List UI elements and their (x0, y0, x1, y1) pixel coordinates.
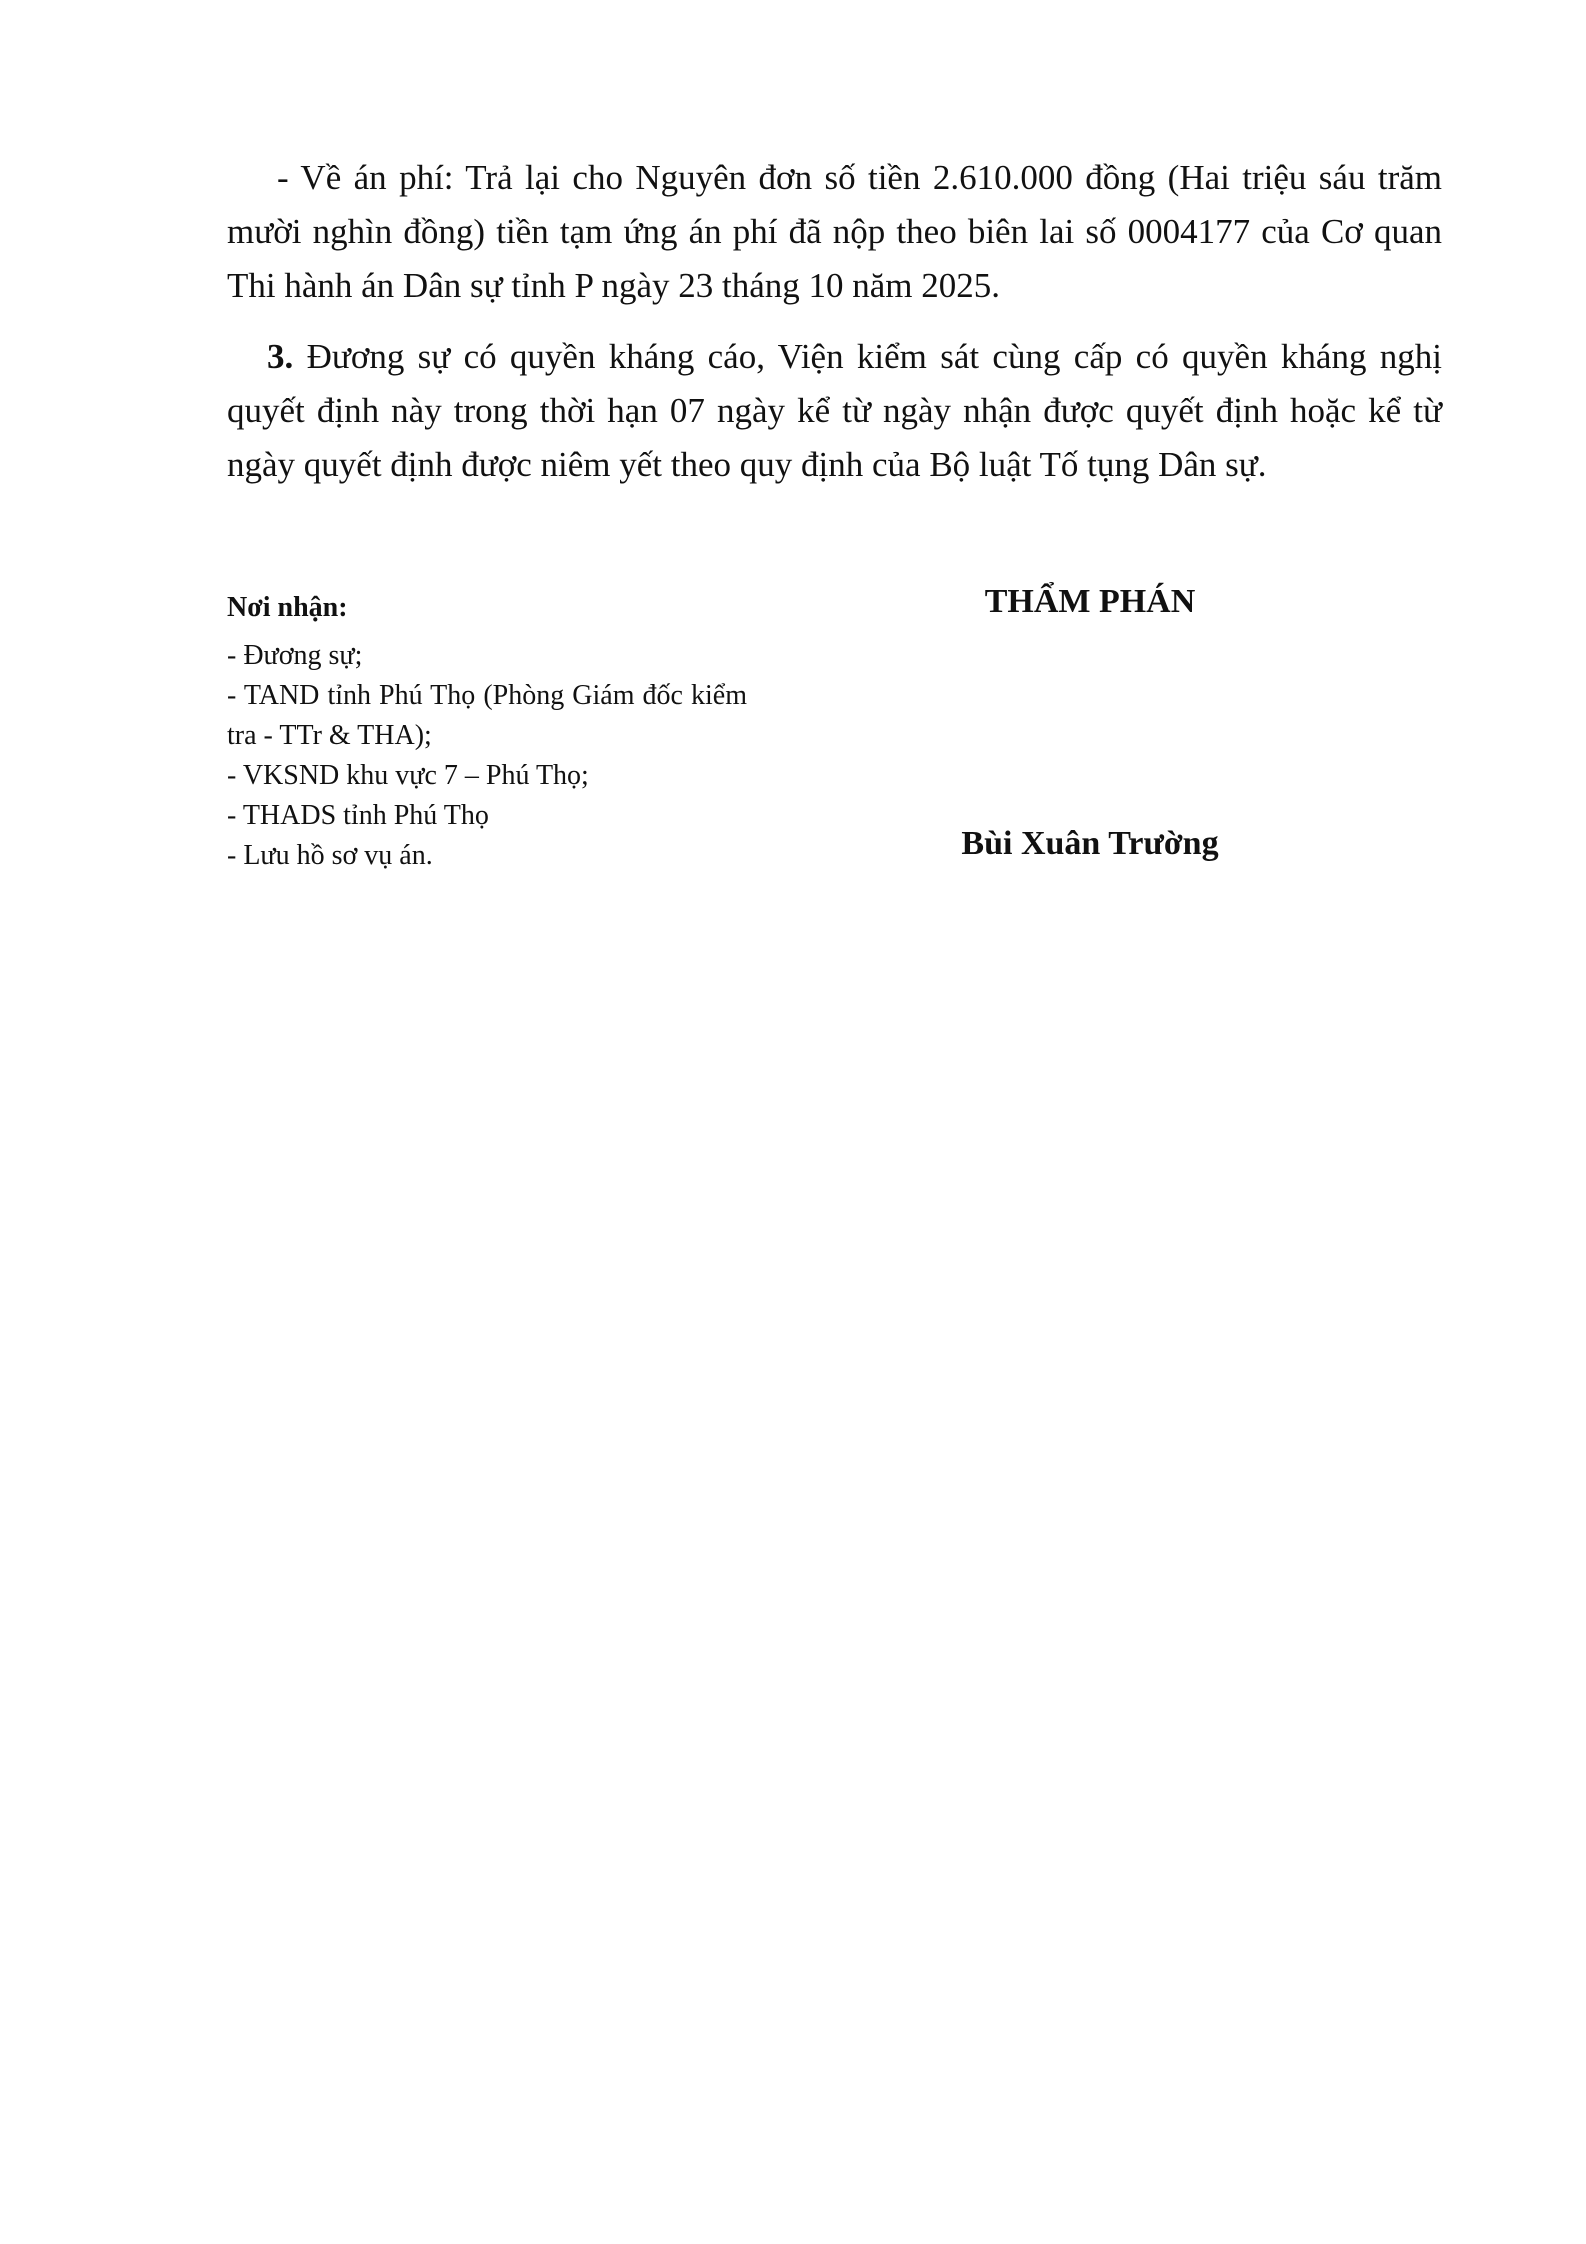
recipients-list (227, 636, 747, 876)
signature-title: THẨM PHÁN (984, 583, 1196, 620)
appeal-paragraph (227, 330, 1442, 492)
section-number: 3. (267, 337, 294, 376)
recipient-item: - TAND tỉnh Phú Thọ (Phòng Giám đốc kiểm tra - TTr & THA); (227, 680, 747, 751)
recipients-block (227, 584, 747, 876)
recipient-item: - THADS tỉnh Phú Thọ (227, 800, 489, 831)
recipient-item: - VKSND khu vực 7 – Phú Thọ; (227, 760, 589, 791)
fee-paragraph: - Về án phí: Trả lại cho Nguyên đơn số tiền 2.610.000 đồng (Hai triệu sáu trăm mười nghìn đồng) tiền tạm ứng án phí đã nộp theo biên lai số 0004177 của Cơ quan Thi hành án Dân sự tỉnh P ngày 23 tháng 10 năm 2025. (227, 158, 1442, 305)
recipient-item: - Lưu hồ sơ vụ án. (227, 840, 433, 871)
signer-name: Bùi Xuân Trường (961, 825, 1219, 862)
recipients-heading: Nơi nhận: (227, 592, 348, 623)
recipient-item: - Đương sự; (227, 640, 363, 671)
appeal-text: Đương sự có quyền kháng cáo, Viện kiểm sát cùng cấp có quyền kháng nghị quyết định này trong thời hạn 07 ngày kể từ ngày nhận được quyết định hoặc kể từ ngày quyết định được niêm yết theo quy định của Bộ luật Tố tụng Dân sự. (227, 337, 1442, 484)
